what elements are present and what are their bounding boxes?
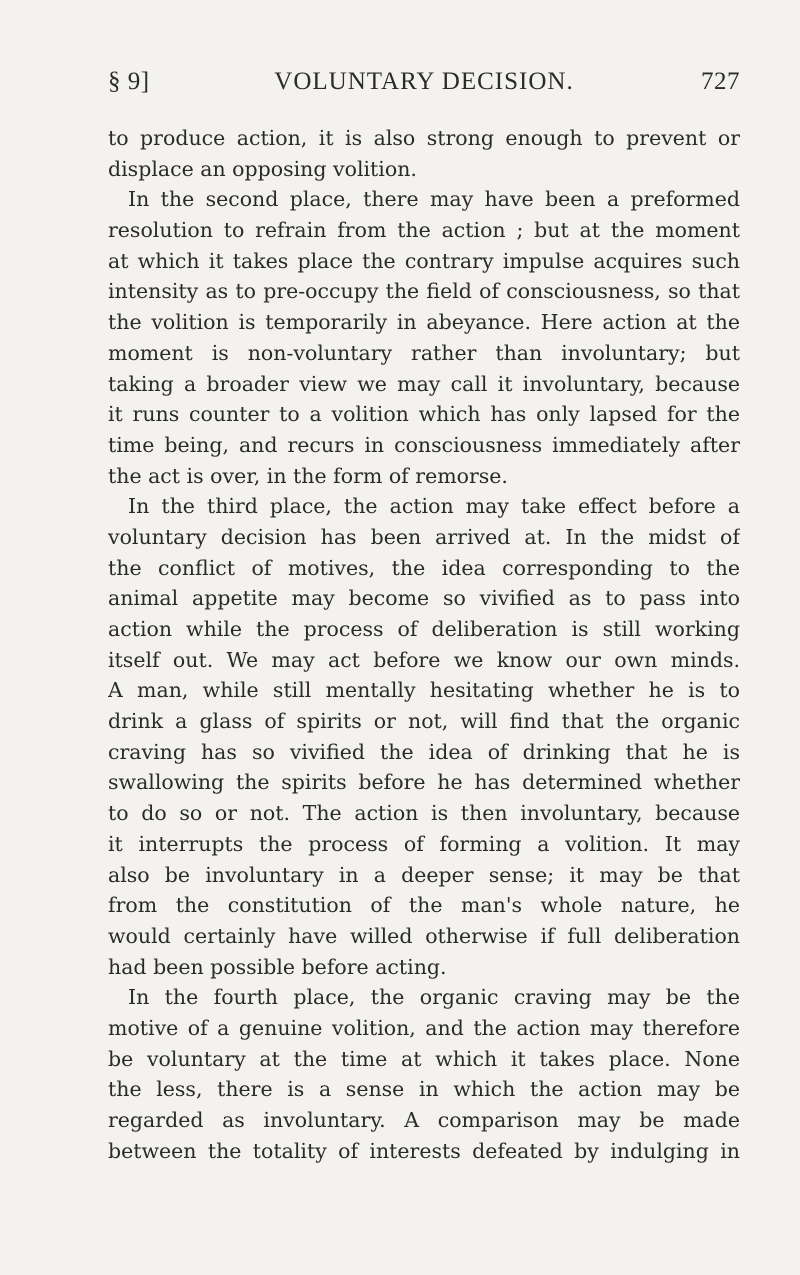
text-line: drink a glass of spirits or not, will find that the organic <box>108 709 740 734</box>
text-line: it interrupts the process of forming a volition. It may <box>108 831 740 856</box>
text-line: be voluntary at the time at which it takes place. None <box>108 1046 740 1071</box>
text-line: to do so or not. The action is then involuntary, because <box>108 801 740 826</box>
text-line: craving has so vivified the idea of drinking that he is <box>108 739 740 764</box>
text-line: to produce action, it is also strong enough to prevent or <box>108 126 740 150</box>
text-line: it runs counter to a volition which has only lapsed for the <box>108 402 740 427</box>
text-line: time being, and recurs in consciousness immediately after <box>108 432 740 457</box>
text-line: had been possible before acting. <box>108 954 447 979</box>
page-number: 727 <box>701 68 740 95</box>
text-line: the volition is temporarily in abeyance. Here action at the <box>108 310 740 335</box>
text-line: taking a broader view we may call it involuntary, because <box>108 371 740 396</box>
text-line: the act is over, in the form of remorse. <box>108 463 508 488</box>
text-line: resolution to refrain from the action ; but at the moment <box>108 218 740 243</box>
text-line: swallowing the spirits before he has determined whether <box>108 770 740 795</box>
text-line: moment is non-voluntary rather than involuntary; but <box>108 340 740 365</box>
text-line: animal appetite may become so vivified as to pass into <box>108 586 740 611</box>
chapter-title: VOLUNTARY DECISION. <box>274 68 574 95</box>
text-line: between the totality of interests defeated by indulging in <box>108 1138 740 1163</box>
text-line: voluntary decision has been arrived at. In the midst of <box>108 524 740 549</box>
text-line: In the fourth place, the organic craving may be the <box>128 985 740 1010</box>
text-line: regarded as involuntary. A comparison may be made <box>108 1108 740 1132</box>
text-line: action while the process of deliberation is still working <box>108 617 740 641</box>
text-line: In the third place, the action may take effect before a <box>128 494 740 519</box>
text-line: the conflict of motives, the idea corresponding to the <box>108 555 740 580</box>
text-line: displace an opposing volition. <box>108 156 417 181</box>
text-line: A man, while still mentally hesitating whether he is to <box>108 678 740 703</box>
text-line: the less, there is a sense in which the action may be <box>108 1077 740 1102</box>
running-head <box>108 60 740 100</box>
section-reference: § 9] <box>108 68 150 95</box>
text-line: from the constitution of the man's whole nature, he <box>108 893 740 918</box>
text-line: also be involuntary in a deeper sense; it may be that <box>108 862 740 887</box>
text-line: In the second place, there may have been a preformed <box>128 187 740 212</box>
text-line: would certainly have willed otherwise if full deliberation <box>108 923 740 948</box>
body-text <box>108 123 740 1166</box>
text-line: intensity as to pre-occupy the field of consciousness, so that <box>108 279 740 304</box>
text-line: itself out. We may act before we know our own minds. <box>108 647 740 672</box>
text-line: at which it takes place the contrary impulse acquires such <box>108 248 740 273</box>
text-line: motive of a genuine volition, and the action may therefore <box>108 1015 740 1040</box>
